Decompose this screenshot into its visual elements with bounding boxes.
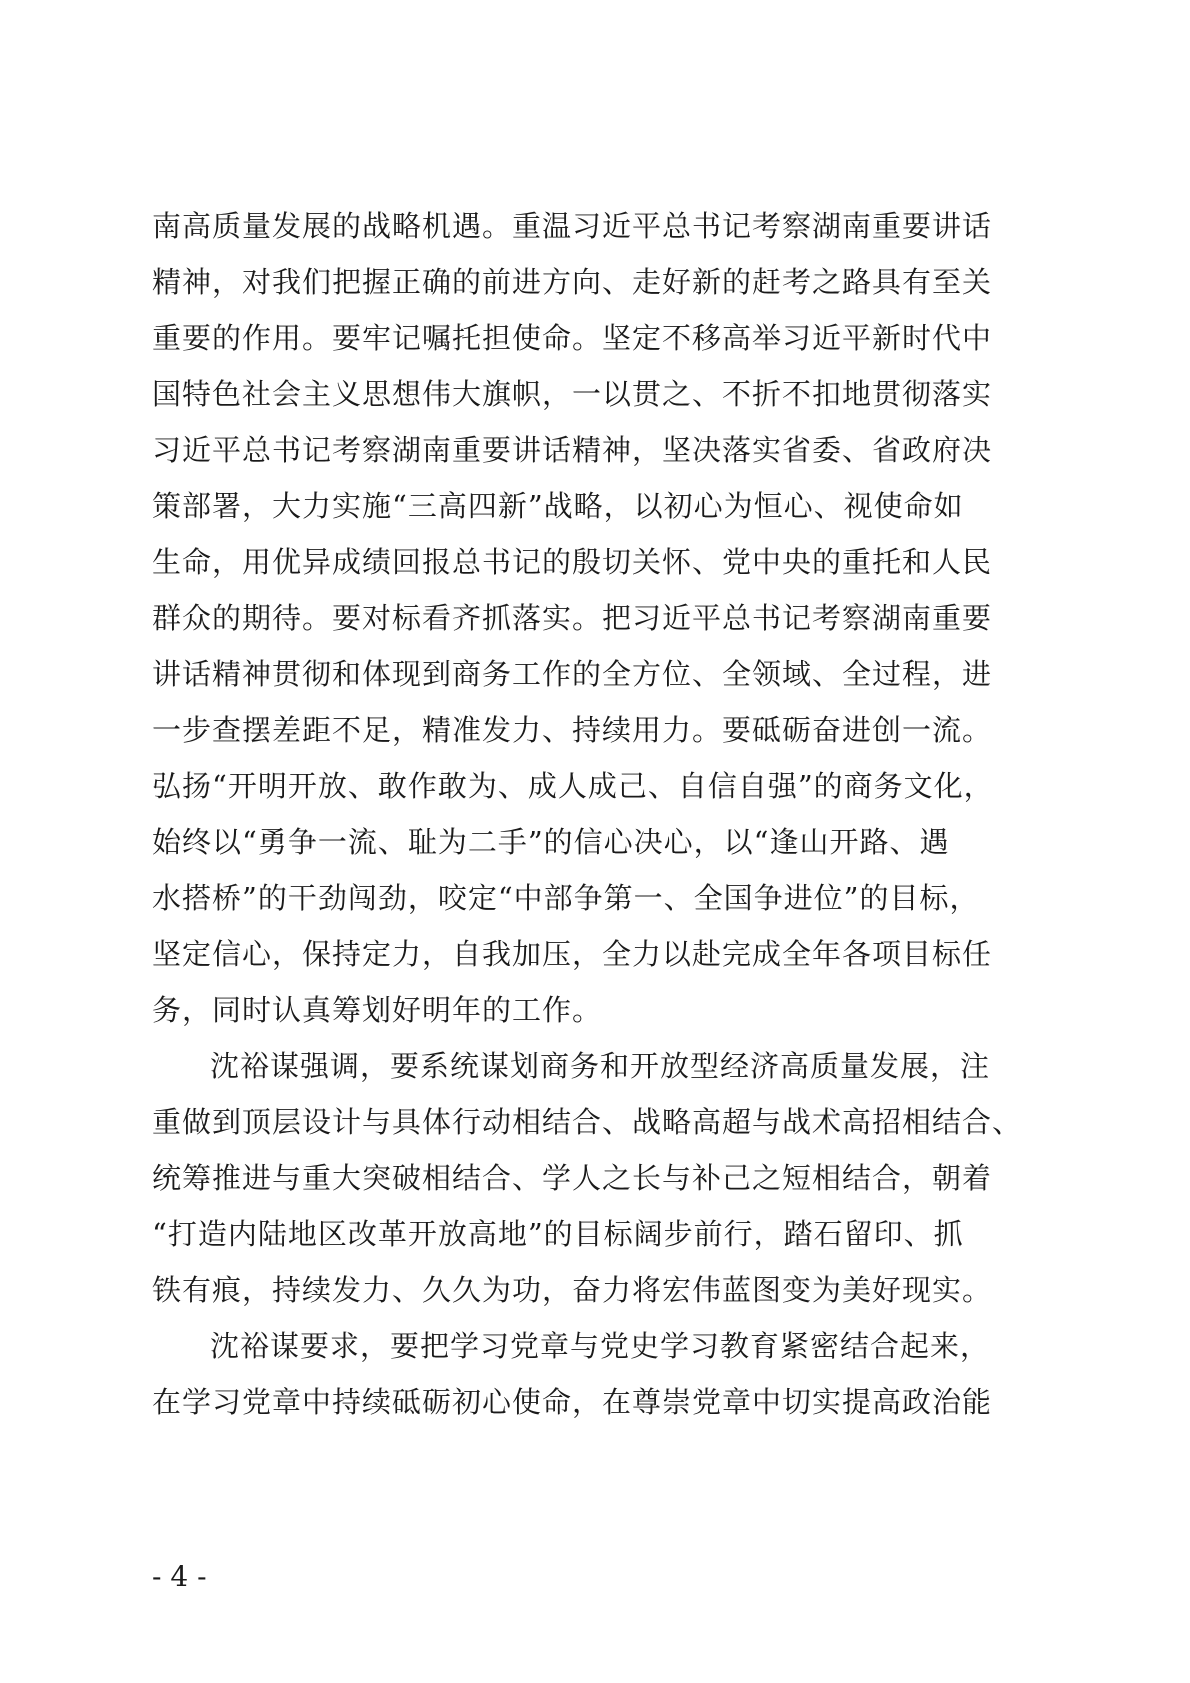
page-number: - 4 - [152,1560,207,1593]
text-line: 生命，用优异成绩回报总书记的殷切关怀、党中央的重托和人民 [152,545,993,579]
text-line: 重做到顶层设计与具体行动相结合、战略高超与战术高招相结合、 [152,1105,1023,1139]
text-line: 务，同时认真筹划好明年的工作。 [152,993,603,1027]
text-line: 弘扬“开明开放、敢作敢为、成人成己、自信自强”的商务文化， [152,769,994,803]
text-line: 在学习党章中持续砥砺初心使命，在尊崇党章中切实提高政治能 [152,1385,993,1419]
paragraph-first-line: 沈裕谋要求，要把学习党章与党史学习教育紧密结合起来， [210,1329,991,1363]
text-line: 习近平总书记考察湖南重要讲话精神，坚决落实省委、省政府决 [152,433,993,467]
text-line: 始终以“勇争一流、耻为二手”的信心决心，以“逢山开路、遇 [152,825,950,859]
text-line: 统筹推进与重大突破相结合、学人之长与补己之短相结合，朝着 [152,1161,993,1195]
text-line: 讲话精神贯彻和体现到商务工作的全方位、全领域、全过程，进 [152,657,993,691]
text-line: 精神，对我们把握正确的前进方向、走好新的赶考之路具有至关 [152,265,993,299]
text-line: 南高质量发展的战略机遇。重温习近平总书记考察湖南重要讲话 [152,209,993,243]
text-line: 国特色社会主义思想伟大旗帜，一以贯之、不折不扣地贯彻落实 [152,377,993,411]
text-line: 一步查摆差距不足，精准发力、持续用力。要砥砺奋进创一流。 [152,713,993,747]
text-line: 策部署，大力实施“三高四新”战略，以初心为恒心、视使命如 [152,489,964,523]
text-line: 坚定信心，保持定力，自我加压，全力以赴完成全年各项目标任 [152,937,993,971]
text-line: 重要的作用。要牢记嘱托担使命。坚定不移高举习近平新时代中 [152,321,993,355]
text-line: 水搭桥”的干劲闯劲，咬定“中部争第一、全国争进位”的目标， [152,881,980,915]
text-line: 群众的期待。要对标看齐抓落实。把习近平总书记考察湖南重要 [152,601,993,635]
text-line: “打造内陆地区改革开放高地”的目标阔步前行，踏石留印、抓 [152,1217,964,1251]
paragraph-first-line: 沈裕谋强调，要系统谋划商务和开放型经济高质量发展，注 [210,1049,991,1083]
text-line: 铁有痕，持续发力、久久为功，奋力将宏伟蓝图变为美好现实。 [152,1273,993,1307]
